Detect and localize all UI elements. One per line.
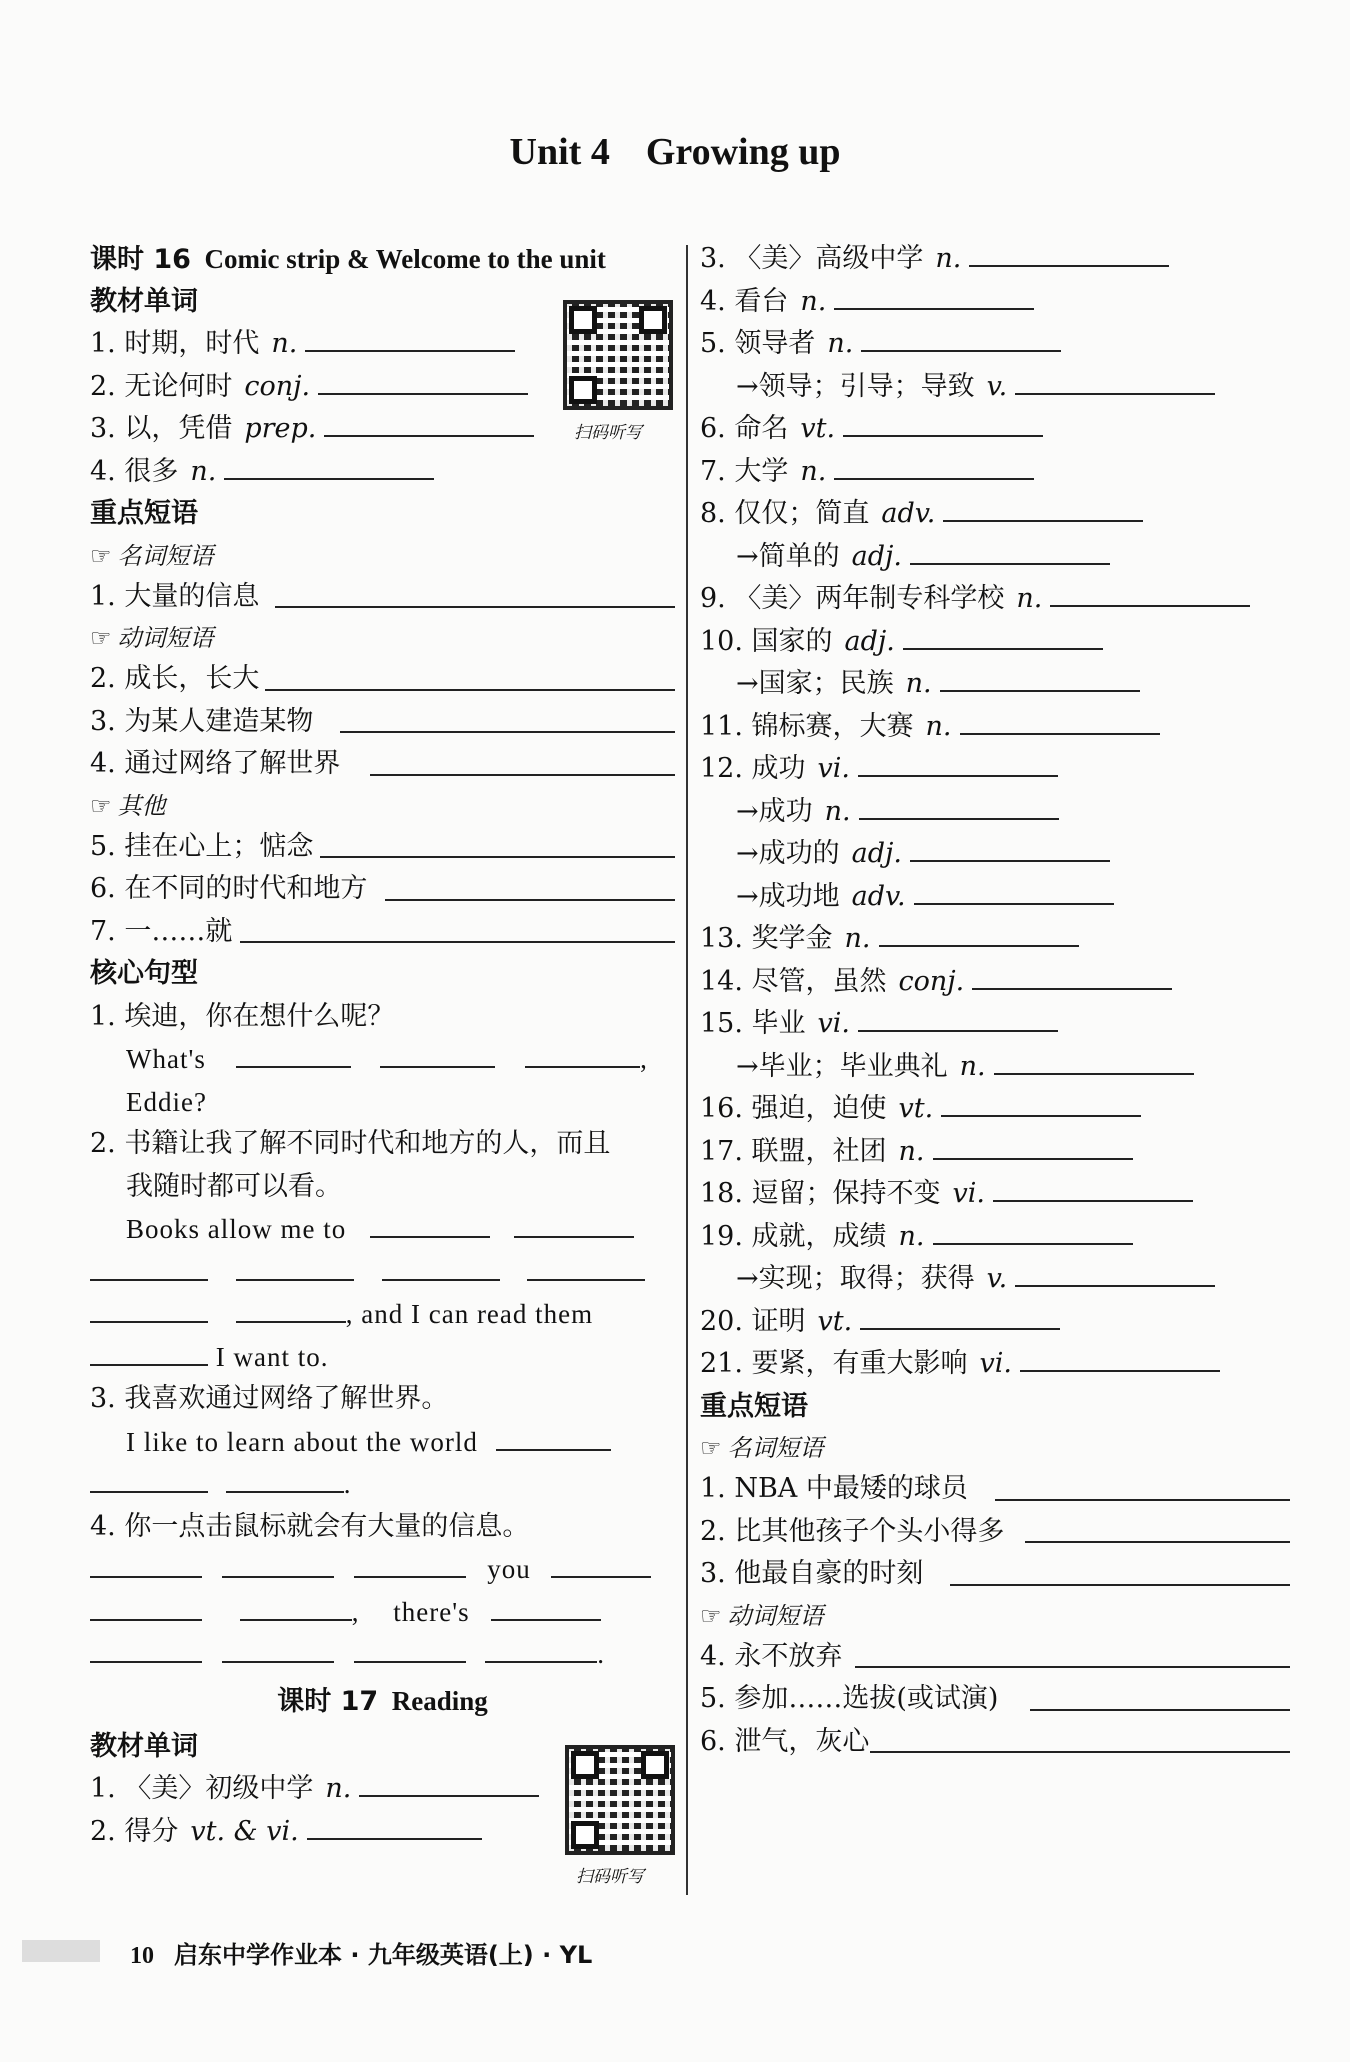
answer-blank[interactable] [240, 941, 675, 943]
pointing-hand-icon: ☞ [700, 1601, 722, 1630]
word-row [700, 1216, 1290, 1259]
derived-word-row [700, 833, 1290, 876]
sentence-en: , there's [90, 1591, 675, 1634]
part-of-speech: adv. [881, 498, 936, 529]
word-row [700, 748, 1290, 791]
part-of-speech: vi. [952, 1178, 986, 1209]
category-verb: ☞ 动词短语 [90, 624, 214, 652]
answer-blank[interactable] [914, 881, 1114, 905]
part-of-speech: n. [925, 710, 952, 742]
part-of-speech: vi. [817, 1008, 851, 1039]
phrase-row: 3. 他最自豪的时刻 [700, 1553, 1290, 1596]
word-prompt: 12. 成功 [700, 753, 806, 784]
word-row: 2. 无论何时 conj. [90, 366, 675, 409]
answer-blank[interactable] [933, 1136, 1133, 1160]
footer-bar [22, 1940, 100, 1962]
part-of-speech: vt. [898, 1093, 934, 1124]
answer-blank[interactable] [305, 328, 515, 352]
answer-blank[interactable] [275, 606, 675, 608]
sentence-en: Books allow me to [90, 1208, 675, 1251]
word-prompt: 8. 仅仅；简直 [700, 498, 870, 529]
word-row: 4. 很多 n. [90, 451, 675, 494]
answer-blank[interactable] [910, 541, 1110, 565]
sentence-cn: 1. 埃迪，你在想什么呢？ [90, 1000, 395, 1032]
part-of-speech: adv. [851, 880, 906, 912]
part-of-speech: n. [1016, 583, 1043, 614]
part-of-speech: vi. [817, 753, 851, 784]
answer-blank[interactable] [354, 1554, 466, 1578]
answer-blank[interactable] [222, 1554, 334, 1578]
part-of-speech: vt. [800, 413, 836, 444]
lesson-17-heading: 课时 17 Reading [277, 1685, 488, 1717]
answer-blank[interactable] [943, 498, 1143, 522]
answer-blank[interactable] [993, 1178, 1193, 1202]
answer-blank[interactable] [858, 1008, 1058, 1032]
category-noun: ☞ 名词短语 [700, 1434, 824, 1462]
derived-word-row [700, 663, 1290, 706]
part-of-speech: v. [986, 370, 1008, 402]
unit-title [0, 130, 1350, 174]
answer-blank[interactable] [222, 1639, 334, 1663]
pointing-hand-icon: ☞ [90, 624, 112, 652]
word-row [700, 451, 1290, 494]
word-prompt: 15. 毕业 [700, 1008, 806, 1039]
word-prompt: 11. 锦标赛，大赛 [700, 710, 914, 742]
derived-word-row [700, 1046, 1290, 1089]
sentence-en: . [90, 1463, 675, 1506]
answer-blank[interactable] [525, 1044, 640, 1068]
phrase-row: 2. 成长，长大 [90, 658, 675, 701]
answer-blank[interactable] [861, 328, 1061, 352]
answer-blank[interactable] [491, 1597, 601, 1621]
word-prompt: 3. 〈美〉高级中学 [700, 243, 924, 274]
answer-blank[interactable] [858, 753, 1058, 777]
answer-blank[interactable] [859, 796, 1059, 820]
answer-blank[interactable] [354, 1639, 466, 1663]
answer-blank[interactable] [340, 731, 675, 733]
qr-caption: 扫码听写 [576, 1867, 644, 1887]
part-of-speech: conj. [898, 965, 965, 997]
phrase-row: 7. 一……就 [90, 911, 675, 954]
answer-blank[interactable] [90, 1554, 202, 1578]
answer-blank[interactable] [834, 286, 1034, 310]
vocab-list [700, 238, 1290, 1386]
answer-blank[interactable] [265, 689, 675, 691]
phrase-row: 6. 泄气，灰心 [700, 1721, 1290, 1764]
answer-blank[interactable] [514, 1214, 634, 1238]
answer-blank[interactable] [380, 1044, 495, 1068]
part-of-speech: adj. [851, 838, 902, 869]
part-of-speech: n. [898, 1135, 925, 1167]
answer-blank[interactable] [1030, 1709, 1290, 1711]
word-prompt: 9. 〈美〉两年制专科学校 [700, 583, 1005, 614]
word-prompt: 14. 尽管，虽然 [700, 965, 887, 997]
word-prompt: →成功 [736, 795, 813, 827]
answer-blank[interactable] [370, 1214, 490, 1238]
sentence-en: you [90, 1548, 675, 1591]
part-of-speech: n. [800, 285, 827, 317]
phrase-row: 3. 为某人建造某物 [90, 701, 675, 744]
word-row [700, 408, 1290, 451]
word-row: 1. 〈美〉初级中学 n. [90, 1768, 675, 1811]
phrase-row: 4. 通过网络了解世界 [90, 743, 675, 786]
phrase-row: 1. 大量的信息 [90, 576, 675, 619]
section-words: 教材单词 [90, 1730, 198, 1762]
answer-blank[interactable] [240, 1597, 352, 1621]
sentence-cn: 2. 书籍让我了解不同时代和地方的人，而且 [90, 1128, 611, 1159]
answer-blank[interactable] [879, 923, 1079, 947]
answer-blank[interactable] [236, 1044, 351, 1068]
answer-blank[interactable] [994, 1051, 1194, 1075]
word-prompt: 4. 看台 [700, 285, 789, 317]
sentence-en: . [90, 1633, 675, 1676]
category-verb: ☞ 动词短语 [700, 1601, 824, 1630]
word-prompt: →简单的 [736, 540, 840, 572]
column-divider [686, 245, 688, 1895]
section-phrases: 重点短语 [700, 1390, 808, 1422]
answer-blank[interactable] [972, 966, 1172, 990]
sentence-en: I want to. [90, 1336, 675, 1379]
part-of-speech: vt. [817, 1305, 853, 1337]
answer-blank[interactable] [860, 1306, 1060, 1330]
word-row [700, 1173, 1290, 1216]
answer-blank[interactable] [1020, 1348, 1220, 1372]
word-row: 2. 得分 vt. & vi. [90, 1811, 675, 1854]
qr-caption: 扫码听写 [574, 423, 642, 443]
word-prompt: →领导；引导；导致 [736, 370, 975, 402]
answer-blank[interactable] [941, 1093, 1141, 1117]
part-of-speech: v. [986, 1263, 1008, 1294]
answer-blank[interactable] [870, 1751, 1290, 1753]
answer-blank[interactable] [995, 1499, 1290, 1501]
word-row [700, 238, 1290, 281]
word-prompt: 18. 逗留；保持不变 [700, 1178, 941, 1209]
unit-number: Unit 4 [509, 131, 610, 173]
answer-blank[interactable] [960, 711, 1160, 735]
answer-blank[interactable] [843, 413, 1043, 437]
answer-blank[interactable] [1050, 583, 1250, 607]
answer-blank[interactable] [910, 838, 1110, 862]
sentence-cn: 4. 你一点击鼠标就会有大量的信息。 [90, 1510, 530, 1542]
answer-blank[interactable] [324, 413, 534, 437]
sentence-en-blanks [90, 1251, 675, 1294]
answer-blank[interactable] [485, 1639, 597, 1663]
answer-blank[interactable] [90, 1257, 208, 1281]
phrase-row: 2. 比其他孩子个头小得多 [700, 1511, 1290, 1554]
part-of-speech: n. [800, 455, 827, 487]
answer-blank[interactable] [933, 1221, 1133, 1245]
derived-word-row [700, 366, 1290, 409]
word-prompt: →成功地 [736, 880, 840, 912]
word-prompt: →实现；取得；获得 [736, 1263, 975, 1294]
answer-blank[interactable] [236, 1257, 354, 1281]
answer-blank[interactable] [527, 1257, 645, 1281]
answer-blank[interactable] [950, 1584, 1290, 1586]
derived-word-row [700, 876, 1290, 919]
section-words: 教材单词 [90, 285, 198, 317]
word-row [700, 1343, 1290, 1386]
word-prompt: 21. 要紧，有重大影响 [700, 1348, 968, 1379]
qr-code-icon[interactable] [565, 1745, 675, 1855]
qr-code-icon[interactable] [563, 300, 673, 410]
answer-blank[interactable] [969, 243, 1169, 267]
word-row [700, 621, 1290, 664]
word-prompt: 13. 奖学金 [700, 923, 833, 954]
answer-blank[interactable] [551, 1554, 651, 1578]
answer-blank[interactable] [903, 626, 1103, 650]
phrase-row: 1. NBA 中最矮的球员 [700, 1468, 1290, 1511]
word-prompt: →成功的 [736, 838, 840, 869]
answer-blank[interactable] [90, 1342, 208, 1366]
answer-blank[interactable] [382, 1257, 500, 1281]
category-other: ☞ 其他 [90, 791, 166, 820]
word-prompt: 6. 命名 [700, 413, 789, 444]
answer-blank[interactable] [940, 668, 1140, 692]
answer-blank[interactable] [90, 1299, 208, 1323]
phrase-row: 5. 参加……选拔(或试演) [700, 1678, 1290, 1721]
answer-blank[interactable] [318, 371, 528, 395]
sentence-cn: 3. 我喜欢通过网络了解世界。 [90, 1383, 449, 1414]
word-prompt: 16. 强迫，迫使 [700, 1093, 887, 1124]
sentence-en: I like to learn about the world [90, 1421, 675, 1464]
right-column [700, 238, 1290, 1763]
answer-blank[interactable] [236, 1299, 346, 1323]
page-footer [130, 1935, 592, 1970]
page-number: 10 [130, 1943, 154, 1969]
word-prompt: →毕业；毕业典礼 [736, 1050, 948, 1082]
phrase-row: 4. 永不放弃 [700, 1636, 1290, 1679]
sentence-en: Eddie? [126, 1086, 207, 1117]
book-title: 启东中学作业本 · 九年级英语(上) · YL [174, 1941, 593, 1969]
word-row [700, 1088, 1290, 1131]
sentence-en: , and I can read them [90, 1293, 675, 1336]
word-row [700, 706, 1290, 749]
part-of-speech: adj. [844, 625, 895, 657]
answer-blank[interactable] [370, 774, 675, 776]
answer-blank[interactable] [320, 856, 675, 858]
part-of-speech: n. [824, 795, 851, 827]
part-of-speech: adj. [851, 540, 902, 572]
part-of-speech: n. [827, 328, 854, 359]
answer-blank[interactable] [855, 1666, 1290, 1668]
word-prompt: 20. 证明 [700, 1305, 806, 1337]
answer-blank[interactable] [226, 1469, 344, 1493]
derived-word-row [700, 791, 1290, 834]
category-noun: ☞ 名词短语 [90, 541, 214, 570]
pointing-hand-icon: ☞ [90, 791, 112, 820]
word-row [700, 578, 1290, 621]
part-of-speech: n. [844, 923, 871, 954]
answer-blank[interactable] [224, 456, 434, 480]
word-row [700, 281, 1290, 324]
derived-word-row [700, 536, 1290, 579]
word-prompt: 5. 领导者 [700, 328, 816, 359]
word-row [700, 918, 1290, 961]
word-row [700, 961, 1290, 1004]
word-row [700, 1003, 1290, 1046]
unit-name: Growing up [645, 131, 841, 173]
left-column [90, 238, 675, 1853]
answer-blank[interactable] [90, 1597, 202, 1621]
answer-blank[interactable] [1015, 371, 1215, 395]
answer-blank[interactable] [1025, 1541, 1290, 1543]
lesson-16-heading: 课时 16 Comic strip & Welcome to the unit [90, 244, 606, 275]
answer-blank[interactable] [385, 899, 675, 901]
answer-blank[interactable] [90, 1639, 202, 1663]
part-of-speech: n. [905, 668, 932, 699]
answer-blank[interactable] [496, 1427, 611, 1451]
word-row [700, 1131, 1290, 1174]
sentence-en: What's , [126, 1044, 648, 1074]
phrase-row: 6. 在不同的时代和地方 [90, 868, 675, 911]
word-row [700, 1301, 1290, 1344]
answer-blank[interactable] [834, 456, 1034, 480]
part-of-speech: n. [898, 1220, 925, 1252]
word-prompt: →国家；民族 [736, 668, 894, 699]
word-row [700, 323, 1290, 366]
word-prompt: 10. 国家的 [700, 625, 833, 657]
part-of-speech: n. [959, 1050, 986, 1082]
word-prompt: 7. 大学 [700, 455, 789, 487]
answer-blank[interactable] [1015, 1263, 1215, 1287]
section-phrases: 重点短语 [90, 498, 198, 529]
word-row: 1. 时期，时代 n. [90, 323, 675, 366]
part-of-speech: n. [935, 243, 962, 274]
section-sentences: 核心句型 [90, 958, 198, 989]
answer-blank[interactable] [307, 1816, 482, 1840]
pointing-hand-icon: ☞ [700, 1434, 722, 1462]
answer-blank[interactable] [359, 1773, 539, 1797]
derived-word-row [700, 1258, 1290, 1301]
part-of-speech: vi. [979, 1348, 1013, 1379]
word-row [700, 493, 1290, 536]
word-prompt: 19. 成就，成绩 [700, 1220, 887, 1252]
sentence-cn: 我随时都可以看。 [126, 1170, 342, 1202]
pointing-hand-icon: ☞ [90, 541, 112, 570]
phrase-row: 5. 挂在心上；惦念 [90, 826, 675, 869]
word-row: 3. 以，凭借 prep. [90, 408, 675, 451]
answer-blank[interactable] [90, 1469, 208, 1493]
word-prompt: 17. 联盟，社团 [700, 1135, 887, 1167]
